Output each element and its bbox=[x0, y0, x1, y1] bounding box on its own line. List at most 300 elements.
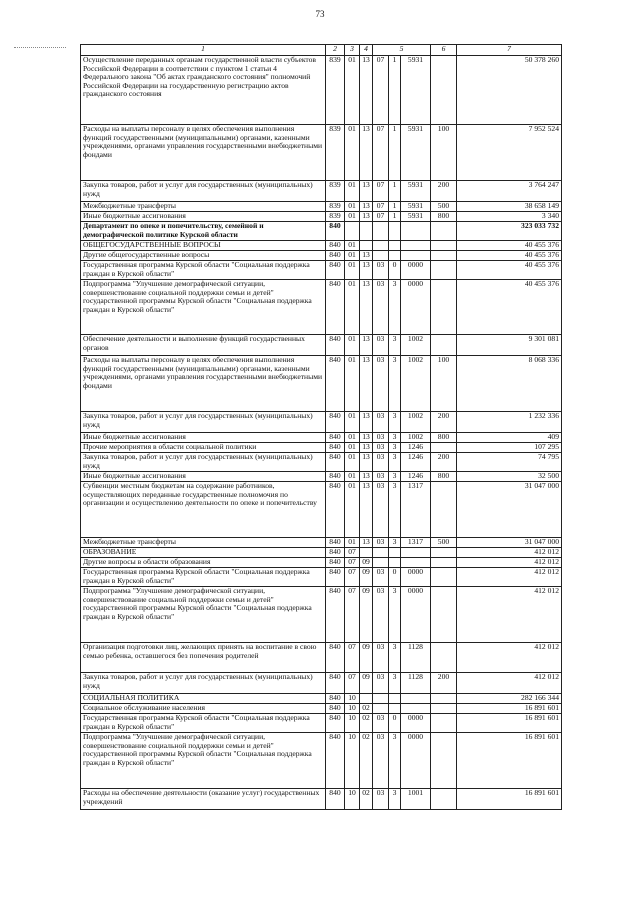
subsection-code: 13 bbox=[360, 433, 373, 443]
direction-code: 1002 bbox=[401, 335, 431, 356]
subsection-code bbox=[360, 548, 373, 558]
row-name: Социальное обслуживание населения bbox=[81, 704, 326, 714]
row-name: Иные бюджетные ассигнования bbox=[81, 433, 326, 443]
direction-code: 5931 bbox=[401, 125, 431, 181]
subprogram-code bbox=[389, 241, 401, 251]
subsection-code: 09 bbox=[360, 568, 373, 587]
table-row bbox=[81, 261, 562, 280]
program-code: 07 bbox=[373, 56, 389, 125]
program-code: 03 bbox=[373, 568, 389, 587]
table-row bbox=[81, 482, 562, 538]
program-code: 03 bbox=[373, 356, 389, 412]
amount: 16 891 601 bbox=[457, 789, 562, 810]
amount: 31 047 000 bbox=[457, 538, 562, 548]
grbs-code: 840 bbox=[326, 472, 345, 482]
amount: 40 455 376 bbox=[457, 251, 562, 261]
grbs-code: 840 bbox=[326, 733, 345, 789]
program-code bbox=[373, 704, 389, 714]
amount: 16 891 601 bbox=[457, 704, 562, 714]
section-code: 10 bbox=[345, 704, 360, 714]
section-code bbox=[345, 222, 360, 241]
row-name: Другие общегосударственные вопросы bbox=[81, 251, 326, 261]
row-name: Государственная программа Курской области "Социальная поддержка граждан в Курской области" bbox=[81, 714, 326, 733]
table-row bbox=[81, 212, 562, 222]
program-code: 03 bbox=[373, 412, 389, 433]
subsection-code: 13 bbox=[360, 181, 373, 202]
table-row bbox=[81, 714, 562, 733]
direction-code: 0000 bbox=[401, 280, 431, 335]
subsection-code: 13 bbox=[360, 443, 373, 453]
expense-type-code: 500 bbox=[431, 538, 457, 548]
direction-code: 0000 bbox=[401, 568, 431, 587]
program-code: 03 bbox=[373, 733, 389, 789]
expense-type-code: 100 bbox=[431, 356, 457, 412]
direction-code: 0000 bbox=[401, 261, 431, 280]
program-code: 03 bbox=[373, 472, 389, 482]
subprogram-code: 3 bbox=[389, 356, 401, 412]
program-code: 03 bbox=[373, 433, 389, 443]
section-code: 01 bbox=[345, 56, 360, 125]
subsection-code: 02 bbox=[360, 704, 373, 714]
subprogram-code: 3 bbox=[389, 643, 401, 673]
row-name: Закупка товаров, работ и услуг для государственных (муниципальных) нужд bbox=[81, 181, 326, 202]
direction-code bbox=[401, 694, 431, 704]
grbs-code: 840 bbox=[326, 433, 345, 443]
subprogram-code bbox=[389, 558, 401, 568]
row-name: Другие вопросы в области образования bbox=[81, 558, 326, 568]
subprogram-code: 3 bbox=[389, 280, 401, 335]
direction-code bbox=[401, 704, 431, 714]
section-code: 01 bbox=[345, 356, 360, 412]
section-code: 01 bbox=[345, 251, 360, 261]
section-code: 10 bbox=[345, 714, 360, 733]
amount: 282 166 344 bbox=[457, 694, 562, 704]
program-code: 03 bbox=[373, 538, 389, 548]
table-row bbox=[81, 472, 562, 482]
section-code: 01 bbox=[345, 241, 360, 251]
subsection-code: 13 bbox=[360, 472, 373, 482]
amount: 40 455 376 bbox=[457, 280, 562, 335]
grbs-code: 840 bbox=[326, 714, 345, 733]
subprogram-code: 3 bbox=[389, 412, 401, 433]
subsection-code: 09 bbox=[360, 587, 373, 643]
subprogram-code bbox=[389, 548, 401, 558]
row-name: Иные бюджетные ассигнования bbox=[81, 212, 326, 222]
section-code: 07 bbox=[345, 558, 360, 568]
grbs-code: 840 bbox=[326, 704, 345, 714]
direction-code: 1002 bbox=[401, 412, 431, 433]
amount: 409 bbox=[457, 433, 562, 443]
expense-type-code bbox=[431, 222, 457, 241]
expense-type-code bbox=[431, 261, 457, 280]
section-code: 01 bbox=[345, 482, 360, 538]
direction-code: 1002 bbox=[401, 433, 431, 443]
margin-dotted-line bbox=[14, 47, 66, 48]
row-name: ОБРАЗОВАНИЕ bbox=[81, 548, 326, 558]
program-code bbox=[373, 222, 389, 241]
table-row bbox=[81, 673, 562, 694]
subsection-code: 13 bbox=[360, 538, 373, 548]
expense-type-code bbox=[431, 335, 457, 356]
subsection-code: 09 bbox=[360, 558, 373, 568]
subprogram-code: 1 bbox=[389, 212, 401, 222]
row-name: Подпрограмма "Улучшение демографической ситуации, совершенствование социальной поддержки семьи и детей" государственной программы Курской области "Социальная поддержка граждан в Курской области" bbox=[81, 587, 326, 643]
program-code: 03 bbox=[373, 673, 389, 694]
section-code: 07 bbox=[345, 587, 360, 643]
program-code: 07 bbox=[373, 212, 389, 222]
program-code: 03 bbox=[373, 443, 389, 453]
program-code bbox=[373, 251, 389, 261]
section-code: 10 bbox=[345, 733, 360, 789]
amount: 412 012 bbox=[457, 548, 562, 558]
grbs-code: 839 bbox=[326, 56, 345, 125]
table-row bbox=[81, 335, 562, 356]
subprogram-code: 3 bbox=[389, 789, 401, 810]
subsection-code: 13 bbox=[360, 261, 373, 280]
subprogram-code bbox=[389, 251, 401, 261]
table-row bbox=[81, 694, 562, 704]
row-name: Подпрограмма "Улучшение демографической ситуации, совершенствование социальной поддержки семьи и детей" государственной программы Курской области "Социальная поддержка граждан в Курской области" bbox=[81, 280, 326, 335]
amount: 40 455 376 bbox=[457, 261, 562, 280]
grbs-code: 840 bbox=[326, 558, 345, 568]
table-row bbox=[81, 251, 562, 261]
row-name: Иные бюджетные ассигнования bbox=[81, 472, 326, 482]
subsection-code: 09 bbox=[360, 643, 373, 673]
grbs-code: 840 bbox=[326, 643, 345, 673]
subsection-code: 13 bbox=[360, 453, 373, 472]
subsection-code: 02 bbox=[360, 733, 373, 789]
direction-code: 5931 bbox=[401, 181, 431, 202]
expense-type-code bbox=[431, 789, 457, 810]
section-code: 01 bbox=[345, 453, 360, 472]
page-number: 73 bbox=[315, 9, 325, 19]
subprogram-code: 3 bbox=[389, 443, 401, 453]
grbs-code: 840 bbox=[326, 356, 345, 412]
amount: 412 012 bbox=[457, 568, 562, 587]
section-code: 07 bbox=[345, 643, 360, 673]
direction-code: 1246 bbox=[401, 472, 431, 482]
row-name: Государственная программа Курской области "Социальная поддержка граждан в Курской области" bbox=[81, 568, 326, 587]
row-name: Закупка товаров, работ и услуг для государственных (муниципальных) нужд bbox=[81, 453, 326, 472]
amount: 16 891 601 bbox=[457, 714, 562, 733]
table-row bbox=[81, 789, 562, 810]
row-name: СОЦИАЛЬНАЯ ПОЛИТИКА bbox=[81, 694, 326, 704]
table-row bbox=[81, 202, 562, 212]
grbs-code: 840 bbox=[326, 241, 345, 251]
row-name: Расходы на обеспечение деятельности (оказание услуг) государственных учреждений bbox=[81, 789, 326, 810]
row-name: Межбюджетные трансферты bbox=[81, 202, 326, 212]
table-row bbox=[81, 587, 562, 643]
direction-code bbox=[401, 558, 431, 568]
amount: 412 012 bbox=[457, 587, 562, 643]
subprogram-code: 3 bbox=[389, 733, 401, 789]
table-row bbox=[81, 558, 562, 568]
direction-code: 1317 bbox=[401, 538, 431, 548]
expense-type-code: 100 bbox=[431, 125, 457, 181]
budget-table bbox=[80, 44, 562, 810]
direction-code bbox=[401, 548, 431, 558]
program-code: 07 bbox=[373, 125, 389, 181]
program-code: 03 bbox=[373, 453, 389, 472]
row-name: Департамент по опеке и попечительству, семейной и демографической политике Курской области bbox=[81, 222, 326, 241]
section-code: 07 bbox=[345, 568, 360, 587]
expense-type-code bbox=[431, 568, 457, 587]
grbs-code: 840 bbox=[326, 538, 345, 548]
grbs-code: 840 bbox=[326, 412, 345, 433]
subsection-code: 13 bbox=[360, 412, 373, 433]
table-row bbox=[81, 280, 562, 335]
program-code bbox=[373, 241, 389, 251]
col-header-3: 3 bbox=[345, 45, 360, 56]
subprogram-code: 3 bbox=[389, 472, 401, 482]
subprogram-code: 3 bbox=[389, 453, 401, 472]
table-row bbox=[81, 538, 562, 548]
program-code: 03 bbox=[373, 280, 389, 335]
direction-code: 0000 bbox=[401, 714, 431, 733]
table-row bbox=[81, 356, 562, 412]
expense-type-code: 800 bbox=[431, 472, 457, 482]
program-code: 03 bbox=[373, 714, 389, 733]
expense-type-code: 200 bbox=[431, 673, 457, 694]
section-code: 01 bbox=[345, 335, 360, 356]
subsection-code: 02 bbox=[360, 714, 373, 733]
amount: 38 658 149 bbox=[457, 202, 562, 212]
direction-code: 0000 bbox=[401, 587, 431, 643]
section-code: 01 bbox=[345, 181, 360, 202]
grbs-code: 840 bbox=[326, 568, 345, 587]
col-header-6: 6 bbox=[431, 45, 457, 56]
amount: 412 012 bbox=[457, 643, 562, 673]
expense-type-code bbox=[431, 241, 457, 251]
table-row bbox=[81, 643, 562, 673]
grbs-code: 840 bbox=[326, 443, 345, 453]
amount: 9 301 081 bbox=[457, 335, 562, 356]
subprogram-code: 0 bbox=[389, 568, 401, 587]
row-name: Осуществление переданных органам государственной власти субъектов Российской Федерации в соответствии с пунктом 1 статьи 4 Федерального закона "Об актах гражданского состояния" полномочий Российской Федерации на государственную регистрацию актов гражданского состояния bbox=[81, 56, 326, 125]
subsection-code: 13 bbox=[360, 212, 373, 222]
direction-code: 0000 bbox=[401, 733, 431, 789]
expense-type-code bbox=[431, 280, 457, 335]
direction-code: 5931 bbox=[401, 56, 431, 125]
direction-code: 1128 bbox=[401, 673, 431, 694]
direction-code: 1317 bbox=[401, 482, 431, 538]
program-code: 07 bbox=[373, 181, 389, 202]
grbs-code: 840 bbox=[326, 548, 345, 558]
row-name: Государственная программа Курской области "Социальная поддержка граждан в Курской области" bbox=[81, 261, 326, 280]
section-code: 01 bbox=[345, 125, 360, 181]
expense-type-code bbox=[431, 704, 457, 714]
section-code: 01 bbox=[345, 261, 360, 280]
subsection-code bbox=[360, 222, 373, 241]
amount: 323 033 732 bbox=[457, 222, 562, 241]
grbs-code: 840 bbox=[326, 673, 345, 694]
subsection-code bbox=[360, 694, 373, 704]
grbs-code: 840 bbox=[326, 335, 345, 356]
expense-type-code bbox=[431, 251, 457, 261]
program-code: 03 bbox=[373, 789, 389, 810]
row-name: Межбюджетные трансферты bbox=[81, 538, 326, 548]
row-name: Обеспечение деятельности и выполнение функций государственных органов bbox=[81, 335, 326, 356]
table-row bbox=[81, 733, 562, 789]
grbs-code: 840 bbox=[326, 482, 345, 538]
section-code: 01 bbox=[345, 433, 360, 443]
grbs-code: 840 bbox=[326, 261, 345, 280]
direction-code: 1246 bbox=[401, 443, 431, 453]
direction-code: 5931 bbox=[401, 212, 431, 222]
amount: 7 952 524 bbox=[457, 125, 562, 181]
grbs-code: 840 bbox=[326, 789, 345, 810]
amount: 107 295 bbox=[457, 443, 562, 453]
amount: 1 232 336 bbox=[457, 412, 562, 433]
direction-code bbox=[401, 222, 431, 241]
col-header-4: 4 bbox=[360, 45, 373, 56]
subprogram-code: 3 bbox=[389, 433, 401, 443]
subprogram-code bbox=[389, 704, 401, 714]
amount: 16 891 601 bbox=[457, 733, 562, 789]
row-name: Субвенции местным бюджетам на содержание работников, осуществляющих переданные государственные полномочия по организации и осуществлению деятельности по опеке и попечительству bbox=[81, 482, 326, 538]
expense-type-code bbox=[431, 733, 457, 789]
subprogram-code: 3 bbox=[389, 587, 401, 643]
program-code: 03 bbox=[373, 482, 389, 538]
program-code: 03 bbox=[373, 643, 389, 673]
expense-type-code bbox=[431, 558, 457, 568]
section-code: 01 bbox=[345, 280, 360, 335]
subprogram-code: 3 bbox=[389, 538, 401, 548]
table-row bbox=[81, 241, 562, 251]
subprogram-code: 3 bbox=[389, 335, 401, 356]
program-code bbox=[373, 548, 389, 558]
section-code: 01 bbox=[345, 212, 360, 222]
expense-type-code bbox=[431, 714, 457, 733]
direction-code bbox=[401, 251, 431, 261]
subsection-code: 13 bbox=[360, 125, 373, 181]
row-name: Расходы на выплаты персоналу в целях обеспечения выполнения функций государственными (муниципальными) органами, казенными учреждениями, органами управления государственными внебюджетными фондами bbox=[81, 125, 326, 181]
expense-type-code bbox=[431, 443, 457, 453]
amount: 412 012 bbox=[457, 558, 562, 568]
amount: 412 012 bbox=[457, 673, 562, 694]
program-code: 03 bbox=[373, 587, 389, 643]
grbs-code: 839 bbox=[326, 212, 345, 222]
amount: 32 500 bbox=[457, 472, 562, 482]
expense-type-code: 800 bbox=[431, 433, 457, 443]
grbs-code: 839 bbox=[326, 125, 345, 181]
subsection-code: 13 bbox=[360, 280, 373, 335]
row-name: Расходы на выплаты персоналу в целях обеспечения выполнения функций государственными (муниципальными) органами, казенными учреждениями, органами управления государственными внебюджетными фондами bbox=[81, 356, 326, 412]
row-name: Подпрограмма "Улучшение демографической ситуации, совершенствование социальной поддержки семьи и детей" государственной программы Курской области "Социальная поддержка граждан в Курской области" bbox=[81, 733, 326, 789]
expense-type-code: 200 bbox=[431, 412, 457, 433]
program-code bbox=[373, 694, 389, 704]
amount: 31 047 000 bbox=[457, 482, 562, 538]
col-header-7: 7 bbox=[457, 45, 562, 56]
expense-type-code: 800 bbox=[431, 212, 457, 222]
grbs-code: 840 bbox=[326, 251, 345, 261]
grbs-code: 840 bbox=[326, 280, 345, 335]
col-header-5: 5 bbox=[373, 45, 431, 56]
expense-type-code: 200 bbox=[431, 453, 457, 472]
amount: 8 068 336 bbox=[457, 356, 562, 412]
grbs-code: 840 bbox=[326, 453, 345, 472]
table-row bbox=[81, 181, 562, 202]
section-code: 01 bbox=[345, 412, 360, 433]
section-code: 01 bbox=[345, 443, 360, 453]
expense-type-code bbox=[431, 587, 457, 643]
expense-type-code bbox=[431, 56, 457, 125]
program-code: 07 bbox=[373, 202, 389, 212]
program-code bbox=[373, 558, 389, 568]
amount: 74 795 bbox=[457, 453, 562, 472]
subprogram-code: 1 bbox=[389, 202, 401, 212]
subsection-code: 13 bbox=[360, 335, 373, 356]
table-row bbox=[81, 568, 562, 587]
subprogram-code: 3 bbox=[389, 673, 401, 694]
grbs-code: 839 bbox=[326, 202, 345, 212]
row-name: Организация подготовки лиц, желающих принять на воспитание в свою семью ребенка, оставшегося без попечения родителей bbox=[81, 643, 326, 673]
expense-type-code: 200 bbox=[431, 181, 457, 202]
expense-type-code bbox=[431, 694, 457, 704]
section-code: 01 bbox=[345, 538, 360, 548]
amount: 40 455 376 bbox=[457, 241, 562, 251]
expense-type-code bbox=[431, 643, 457, 673]
grbs-code: 840 bbox=[326, 587, 345, 643]
amount: 3 764 247 bbox=[457, 181, 562, 202]
table-row bbox=[81, 453, 562, 472]
table-row bbox=[81, 56, 562, 125]
section-code: 01 bbox=[345, 472, 360, 482]
row-name: ОБЩЕГОСУДАРСТВЕННЫЕ ВОПРОСЫ bbox=[81, 241, 326, 251]
subprogram-code: 1 bbox=[389, 56, 401, 125]
direction-code: 5931 bbox=[401, 202, 431, 212]
col-header-2: 2 bbox=[326, 45, 345, 56]
direction-code: 1128 bbox=[401, 643, 431, 673]
table-row bbox=[81, 433, 562, 443]
direction-code: 1001 bbox=[401, 789, 431, 810]
subsection-code: 13 bbox=[360, 356, 373, 412]
grbs-code: 840 bbox=[326, 694, 345, 704]
subprogram-code: 0 bbox=[389, 261, 401, 280]
section-code: 10 bbox=[345, 789, 360, 810]
col-header-1: 1 bbox=[81, 45, 326, 56]
amount: 50 378 260 bbox=[457, 56, 562, 125]
direction-code bbox=[401, 241, 431, 251]
grbs-code: 840 bbox=[326, 222, 345, 241]
subprogram-code: 0 bbox=[389, 714, 401, 733]
section-code: 01 bbox=[345, 202, 360, 212]
section-code: 10 bbox=[345, 694, 360, 704]
grbs-code: 839 bbox=[326, 181, 345, 202]
program-code: 03 bbox=[373, 261, 389, 280]
header-row bbox=[81, 45, 562, 56]
subprogram-code: 3 bbox=[389, 482, 401, 538]
subsection-code: 09 bbox=[360, 673, 373, 694]
subprogram-code: 1 bbox=[389, 181, 401, 202]
expense-type-code: 500 bbox=[431, 202, 457, 212]
subsection-code bbox=[360, 241, 373, 251]
table-row bbox=[81, 548, 562, 558]
subsection-code: 13 bbox=[360, 251, 373, 261]
subsection-code: 13 bbox=[360, 482, 373, 538]
amount: 3 340 bbox=[457, 212, 562, 222]
direction-code: 1246 bbox=[401, 453, 431, 472]
row-name: Закупка товаров, работ и услуг для государственных (муниципальных) нужд bbox=[81, 412, 326, 433]
table-row bbox=[81, 125, 562, 181]
row-name: Закупка товаров, работ и услуг для государственных (муниципальных) нужд bbox=[81, 673, 326, 694]
subsection-code: 13 bbox=[360, 202, 373, 212]
subprogram-code: 1 bbox=[389, 125, 401, 181]
table-row bbox=[81, 412, 562, 433]
subprogram-code bbox=[389, 222, 401, 241]
table-row bbox=[81, 704, 562, 714]
table-row bbox=[81, 222, 562, 241]
